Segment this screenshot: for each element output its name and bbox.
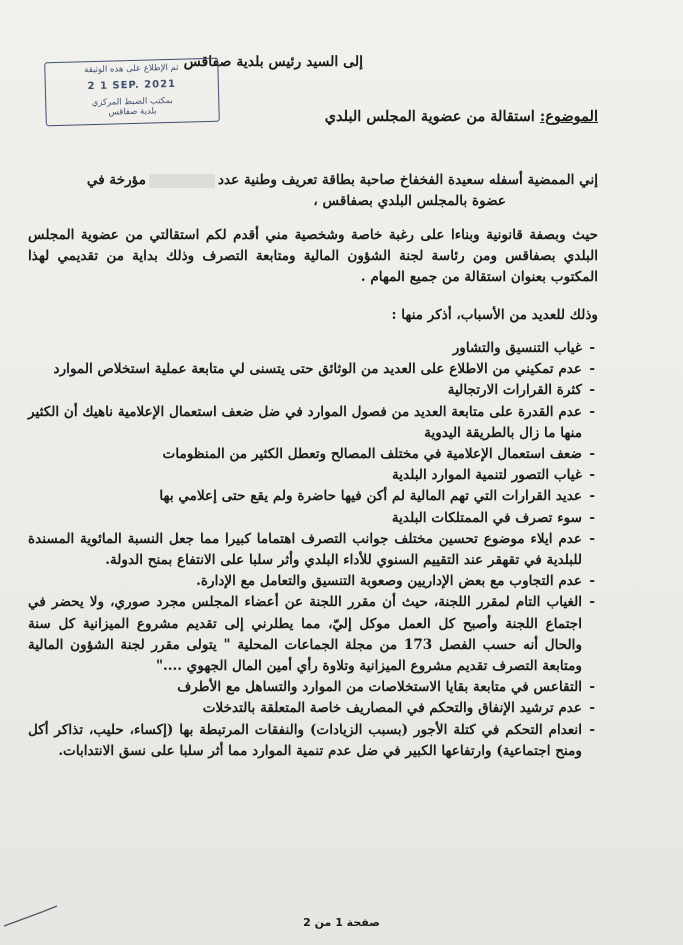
list-item: - عديد القرارات التي تهم المالية لم أكن فيها حاضرة ولم يقع حتى إعلامي بها [28,486,595,507]
stamp-line-3: بمكتب الضبط المركزي [91,95,173,109]
list-item: - ضعف استعمال الإعلامية في مختلف المصالح وتعطل الكثير من المنظومات [28,444,595,465]
intro [82,170,598,212]
list-item: - غياب التنسيق والتشاور [28,338,595,359]
reasons-lead: وذلك للعديد من الأسباب، أذكر منها : [391,307,598,323]
list-item: - عدم ايلاء موضوع تحسين مختلف جوانب التصرف اهتماما كبيرا مما جعل النسبة المائوية المسندة للبلدية في تقهقر عند التقييم السنوي للأداء البلدي وأثر سلبا على الانتفاع بمنح الدولة. [28,529,595,571]
page-number: صفحة 1 من 2 [303,916,380,929]
redacted-id-number [149,174,215,188]
intro-line-1-a: إني الممضية أسفله سعيدة الفخفاخ صاحبة بطاقة تعريف وطنية عدد [217,172,598,188]
list-item: - غياب التصور لتنمية الموارد البلدية [28,465,595,486]
list-item: - التقاعس في متابعة بقايا الاستخلاصات من الموارد والتساهل مع الأطرف [28,677,595,698]
reception-stamp [44,58,220,127]
list-item: - الغياب التام لمقرر اللجنة، حيث أن مقرر اللجنة عن أعضاء المجلس مجرد صوري، ولا يحضر في اجتماع اللجنة وأصبح كل العمل موكل إليّ، مما يطلرني إلى تقديم مشروع الميزانية كل سنة والحال أنه حسب الفصل 173 من مجلة الجماعات المحلية " يتولى مقرر لجنة الشؤون المالية ومتابعة التصرف تقديم مشروع الميزانية وتلاوة رأي أمين المال الجهوي ...." [28,592,595,677]
list-item: - انعدام التحكم في كتلة الأجور (بسبب الزيادات) والنفقات المرتبطة بها (إكساء، حليب، تذاكر أكل ومنح اجتماعية) وارتفاعها الكبير في ضل عدم تنمية الموارد مما أثر سلبا على نسق الانتدابات. [28,720,595,762]
subject-label: الموضوع: [539,108,598,125]
list-item: - عدم تمكيني من الاطلاع على العديد من الوثائق حتى يتسنى لي متابعة عملية استخلاص الموارد [28,359,595,380]
subject [325,106,598,127]
intro-line-1 [82,170,598,191]
subject-text: استقالة من عضوية المجلس البلدي [324,108,535,125]
resignation-paragraph: حيث وبصفة قانونية وبناءا على رغبة خاصة وشخصية مني أقدم لكم استقالتي من عضوية المجلس البلدي بصفاقس ومن رئاسة لجنة الشؤون المالية ومتابعة التصرف وذلك بداية من تقديمي لهذا المكتوب بعنوان استقالة من جميع المهام . [28,227,598,285]
reasons-list [28,338,595,762]
intro-line-1-b: مؤرخة في [86,172,146,188]
stamp-line-4: بلدية صفاقس [108,106,157,118]
list-item: - سوء تصرف في الممتلكات البلدية [28,508,595,529]
list-item: - عدم التجاوب مع بعض الإداريين وصعوبة التنسيق والتعامل مع الإدارة. [28,571,595,592]
list-item: - عدم ترشيد الإنفاق والتحكم في المصاريف خاصة المتعلقة بالتدخلات [28,698,595,719]
list-item: - عدم القدرة على متابعة العديد من فصول الموارد في ضل ضعف استعمال الإعلامية ناهيك أن الكثير منها ما زال بالطريقة اليدوية [28,402,595,444]
addressee: إلى السيد رئيس بلدية صفاقس [183,54,363,70]
stamp-line-1: ثم الإطلاع على هذه الوثيقة [84,62,179,76]
intro-line-2: عضوة بالمجلس البلدي بصفاقس ، [313,193,506,209]
stamp-date: 2 1 SEP. 2021 [87,78,177,93]
list-item: - كثرة القرارات الارتجالية [28,380,595,401]
